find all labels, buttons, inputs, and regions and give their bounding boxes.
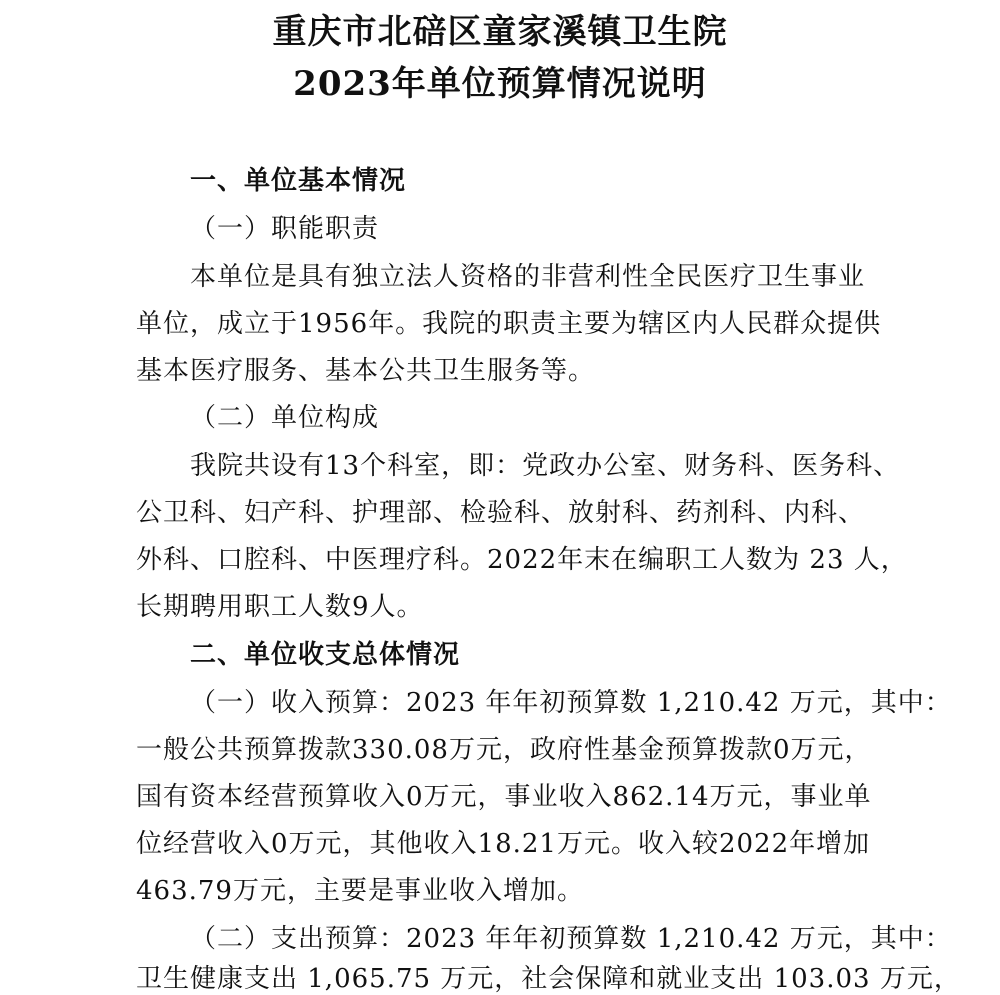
paragraph-line: 长期聘用职工人数9人。 [136, 592, 424, 622]
paragraph-line: 单位，成立于1956年。我院的职责主要为辖区内人民群众提供 [136, 309, 882, 339]
paragraph-line: （一）收入预算：2023 年年初预算数 1,210.42 万元，其中： [190, 688, 952, 718]
section-heading-budget-overview: 二、单位收支总体情况 [190, 640, 461, 670]
subheading-functions: （一）职能职责 [190, 214, 380, 244]
paragraph-line: 本单位是具有独立法人资格的非营利性全民医疗卫生事业 [190, 262, 866, 292]
paragraph-line: （二）支出预算：2023 年年初预算数 1,210.42 万元，其中： [190, 924, 952, 954]
paragraph-line: 一般公共预算拨款330.08万元，政府性基金预算拨款0万元， [136, 735, 872, 765]
paragraph-line: 国有资本经营预算收入0万元，事业收入862.14万元，事业单 [136, 782, 872, 812]
paragraph-line: 公卫科、妇产科、护理部、检验科、放射科、药剂科、内科、 [136, 498, 866, 528]
paragraph-line: 外科、口腔科、中医理疗科。2022年末在编职工人数为 23 人， [136, 545, 908, 575]
subheading-structure: （二）单位构成 [190, 403, 380, 433]
paragraph-line: 463.79万元，主要是事业收入增加。 [136, 876, 584, 906]
document-title-line-2: 2023年单位预算情况说明 [293, 64, 707, 104]
document-title-line-1: 重庆市北碚区童家溪镇卫生院 [272, 12, 728, 52]
paragraph-line: 基本医疗服务、基本公共卫生服务等。 [136, 356, 596, 386]
paragraph-line: 位经营收入0万元，其他收入18.21万元。收入较2022年增加 [136, 829, 871, 859]
section-heading-basic-info: 一、单位基本情况 [190, 166, 407, 196]
paragraph-line: 卫生健康支出 1,065.75 万元，社会保障和就业支出 103.03 万元， [136, 964, 961, 994]
paragraph-line: 我院共设有13个科室，即：党政办公室、财务科、医务科、 [190, 451, 901, 481]
